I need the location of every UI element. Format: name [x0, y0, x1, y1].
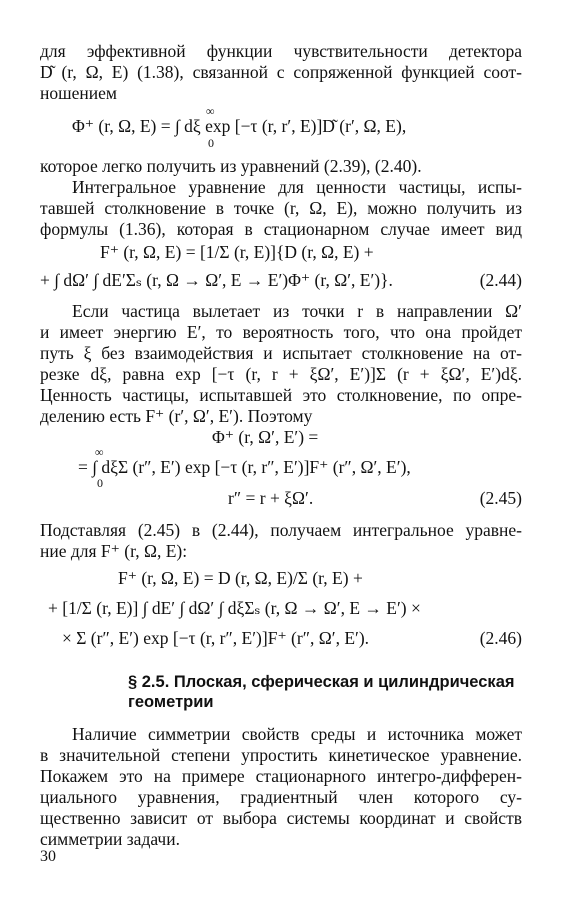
equation-number: (2.45) — [479, 488, 522, 508]
equation-2-44-line1: F⁺ (r, Ω, E) = [1/Σ (r, E)]{D (r, Ω, E) + — [100, 242, 374, 262]
equation-phi-plus: Φ⁺ (r, Ω, E) = ∫ dξ exp [−τ (r, r′, E)]D͂ (r′, Ω, E), — [72, 116, 407, 136]
text-line: Интегральное уравнение для ценности частицы, испы- — [72, 177, 522, 197]
text-line: тавшей столкновение в точке (r, Ω, E), можно получить из — [40, 198, 522, 218]
text-line: ношением — [40, 83, 117, 103]
equation-2-46-line1: F⁺ (r, Ω, E) = D (r, Ω, E)/Σ (r, E) + — [118, 568, 363, 588]
equation-2-45-line1: Φ⁺ (r, Ω′, E′) = — [212, 427, 319, 447]
equation-number: (2.44) — [479, 270, 522, 290]
text-line: Покажем это на примере стационарного интегро-дифферен- — [40, 766, 522, 786]
text-line: которое легко получить из уравнений (2.39), (2.40). — [40, 156, 422, 176]
text-line: путь ξ без взаимодействия и испытает столкновение на от- — [40, 343, 522, 363]
text-line: формулы (1.36), которая в стационарном случае имеет вид — [40, 219, 522, 239]
equation-2-45-line3: r″ = r + ξΩ′. — [228, 488, 314, 508]
text-line: симметрии задачи. — [40, 829, 180, 849]
text-line: Ценность частицы, испытавшей это столкновение, по опре- — [40, 385, 522, 405]
integral-upper-limit: ∞ — [206, 104, 215, 118]
text-line: Подставляя (2.45) в (2.44), получаем интегральное уравне- — [40, 520, 522, 540]
text-line: D͂ (r, Ω, E) (1.38), связанной с сопряженной функцией соот- — [40, 62, 522, 82]
text-line: Если частица вылетает из точки r в направлении Ω′ — [72, 301, 522, 321]
integral-upper-limit: ∞ — [95, 445, 104, 459]
section-heading: § 2.5. Плоская, сферическая и цилиндрическая — [128, 673, 515, 691]
text-line: в значительной степени упростить кинетическое уравнение. — [40, 745, 522, 765]
integral-lower-limit: 0 — [208, 136, 214, 150]
page-number: 30 — [40, 848, 56, 865]
section-heading: геометрии — [128, 693, 214, 711]
equation-2-45-line2: = ∫ dξΣ (r″, E′) exp [−τ (r, r″, E′)]F⁺ (r″, Ω′, E′), — [78, 457, 411, 477]
integral-lower-limit: 0 — [97, 476, 103, 490]
text-line: резке dξ, равна exp [−τ (r, r + ξΩ′, E′)]Σ (r + ξΩ′, E′)dξ. — [40, 364, 522, 384]
text-line: ние для F⁺ (r, Ω, E): — [40, 541, 188, 561]
text-line: циального уравнения, градиентный член которого су- — [40, 787, 522, 807]
equation-2-44-line2: + ∫ dΩ′ ∫ dE′Σₛ (r, Ω → Ω′, E → E′)Φ⁺ (r, Ω′, E′)}. — [40, 270, 393, 290]
equation-2-46-line2: + [1/Σ (r, E)] ∫ dE′ ∫ dΩ′ ∫ dξΣₛ (r, Ω → Ω′, E → E′) × — [48, 598, 421, 618]
text-line: делению есть F⁺ (r′, Ω′, E′). Поэтому — [40, 406, 313, 426]
text-line: и имеет энергию E′, то вероятность того, что она пройдет — [40, 322, 522, 342]
text-line: Наличие симметрии свойств среды и источника может — [72, 724, 522, 744]
equation-2-46-line3: × Σ (r″, E′) exp [−τ (r, r″, E′)]F⁺ (r″, Ω′, E′). — [62, 628, 370, 648]
text-line: для эффективной функции чувствительности детектора — [40, 41, 522, 61]
equation-number: (2.46) — [479, 628, 522, 648]
text-line: щественно зависит от выбора системы координат и свойств — [40, 808, 522, 828]
